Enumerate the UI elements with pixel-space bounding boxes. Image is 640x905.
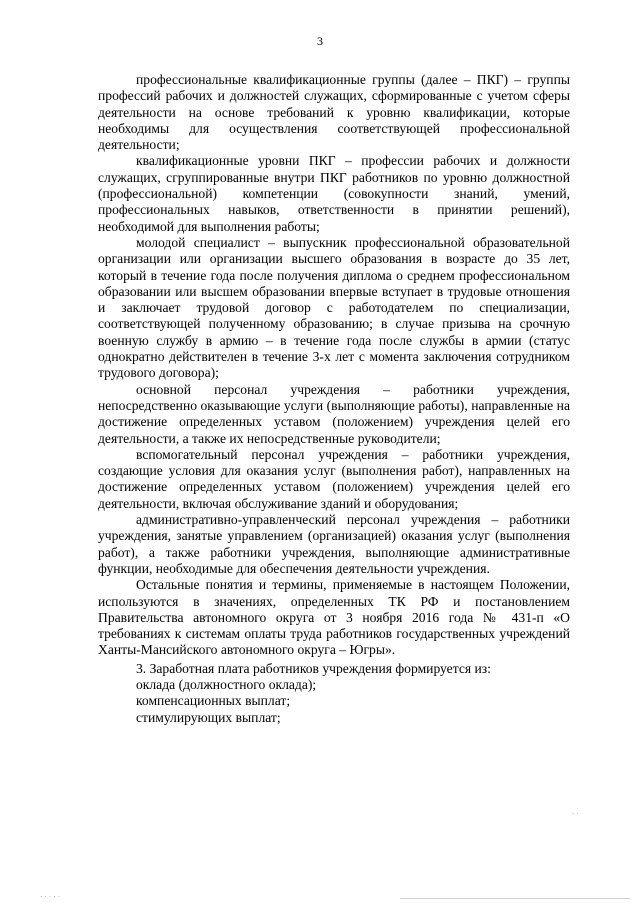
definition-main-staff: основной персонал учреждения – работники учреждения, непосредственно оказывающие услуги (выполняющие работы), направленные на достижение определенных уставом (положением) учреждения целей его деятельности, а также их непосредственные руководители;	[98, 381, 570, 446]
scan-artifact: · · · · ·	[40, 893, 61, 901]
clause-3-heading: 3. Заработная плата работников учреждения формируется из:	[136, 660, 491, 676]
document-body	[98, 72, 570, 726]
definition-pkg: профессиональные квалификационные группы (далее – ПКГ) – группы профессий рабочих и должностей служащих, сформированные с учетом сферы деятельности на основе требований к уровню квалификации, которые необходимы для осуществления соответствующей профессиональной деятельности;	[98, 72, 570, 153]
bottom-divider	[400, 898, 630, 899]
scan-artifact: · ·	[572, 810, 579, 818]
other-terms-paragraph: Остальные понятия и термины, применяемые в настоящем Положении, используются в значениях, определенных ТК РФ и постановлением Правительства автономного округа от 3 ноября 2016 года № 431-п «О требованиях к системам оплаты труда работников государственных учреждений Ханты-Мансийского автономного округа – Югры».	[98, 577, 570, 658]
salary-component-base: оклада (должностного оклада);	[136, 676, 317, 692]
definition-young-specialist: молодой специалист – выпускник профессиональной образовательной организации или организации высшего образования в возрасте до 35 лет, который в течение года после получения диплома о среднем профессиональном образовании или высшем образовании впервые вступает в трудовые отношения и заключает трудовой договор с работодателем по специализации, соответствующей полученному образованию; в случае призыва на срочную военную службу в армию – в течение года после службы в армии (статус однократно действителен в течение 3-х лет с момента заключения сотрудником трудового договора);	[98, 234, 570, 381]
definition-auxiliary-staff: вспомогательный персонал учреждения – работники учреждения, создающие условия для оказания услуг (выполнения работ), направленных на достижение определенных уставом (положением) учреждения целей его деятельности, включая обслуживание зданий и оборудования;	[98, 446, 570, 511]
page-number: 3	[317, 34, 323, 48]
definition-administrative-staff: административно-управленческий персонал учреждения – работники учреждения, занятые управлением (организацией) оказания услуг (выполнения работ), а также работники учреждения, выполняющие административные функции, необходимые для обеспечения деятельности учреждения.	[98, 512, 570, 576]
salary-component-incentive: стимулирующих выплат;	[136, 709, 281, 725]
definition-qualification-levels: квалификационные уровни ПКГ – профессии рабочих и должности служащих, сгруппированные внутри ПКГ работников по уровню должностной (профессиональной) компетенции (совокупности знаний, умений, профессиональных навыков, ответственности в принятии решений), необходимой для выполнения работы;	[98, 153, 570, 234]
salary-component-compensation: компенсационных выплат;	[136, 693, 291, 709]
